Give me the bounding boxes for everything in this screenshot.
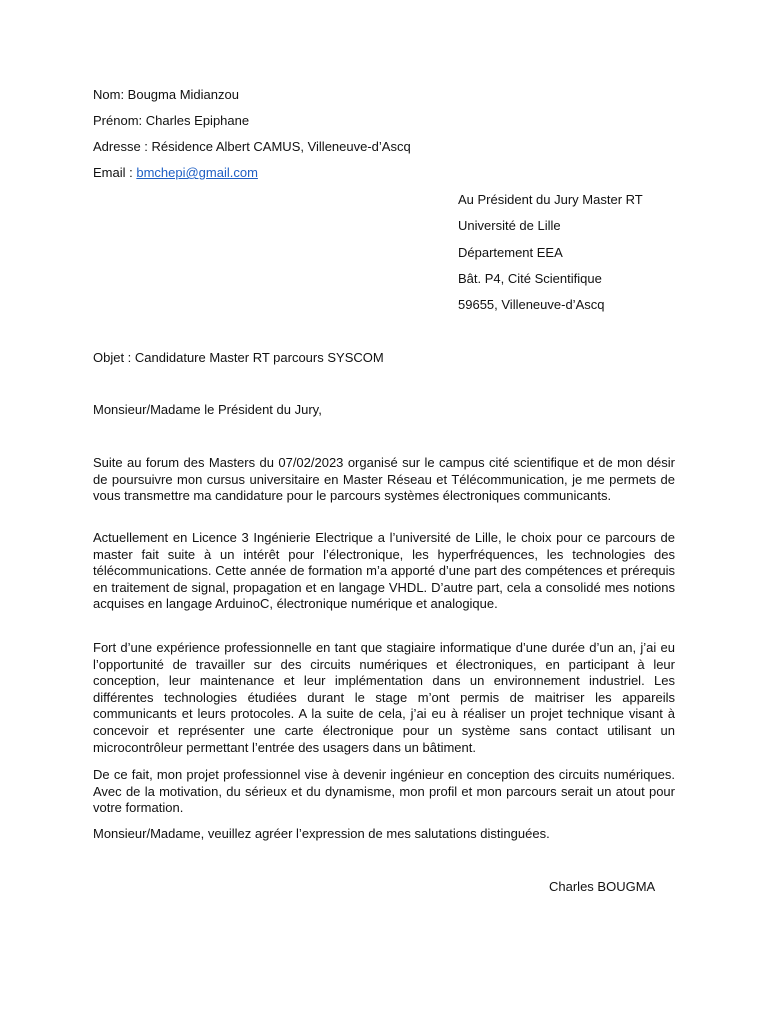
email-link[interactable]: bmchepi@gmail.com xyxy=(136,165,258,180)
sender-address: Adresse : Résidence Albert CAMUS, Villeneuve-d’Ascq xyxy=(93,139,411,154)
letter-salutation: Monsieur/Madame le Président du Jury, xyxy=(93,402,322,417)
signature-name: Charles BOUGMA xyxy=(549,879,656,894)
paragraph-4: De ce fait, mon projet professionnel vise à devenir ingénieur en conception des circuits numériques. Avec de la motivation, du sérieux et du dynamisme, mon profil et mon parcours serait un atout pour votre formation. xyxy=(93,767,675,816)
sender-firstname: Prénom: Charles Epiphane xyxy=(93,113,250,128)
recipient-line-3: Département EEA xyxy=(458,245,563,260)
letter-closing: Monsieur/Madame, veuillez agréer l’expression de mes salutations distinguées. xyxy=(93,826,550,841)
paragraph-2: Actuellement en Licence 3 Ingénierie Electrique a l’université de Lille, le choix pour ce parcours de master fait suite à un intérêt pour l’électronique, les hyperfréquences, les technologies des télécommunications. Cette année de formation m’a apporté d’une part des compétences et prérequis en traitement de signal, propagation et en langage VHDL. D’autre part, cela a consolidé mes notions acquises en langage ArduinoC, électronique numérique et analogique. xyxy=(93,530,675,612)
recipient-line-4: Bât. P4, Cité Scientifique xyxy=(458,271,602,286)
email-label: Email : xyxy=(93,165,137,180)
sender-name: Nom: Bougma Midianzou xyxy=(93,87,239,102)
sender-email-line xyxy=(93,165,258,182)
recipient-line-5: 59655, Villeneuve-d’Ascq xyxy=(458,297,605,312)
paragraph-1: Suite au forum des Masters du 07/02/2023 organisé sur le campus cité scientifique et de mon désir de poursuivre mon cursus universitaire en Master Réseau et Télécommunication, je me permets de vous transmettre ma candidature pour le parcours systèmes électroniques communicants. xyxy=(93,455,675,504)
paragraph-3: Fort d’une expérience professionnelle en tant que stagiaire informatique d’une durée d’un an, j’ai eu l’opportunité de travailler sur des circuits numériques et électroniques, en participant à leur conception, leur maintenance et leur implémentation dans un environnement industriel. Les différentes technologies étudiées durant le stage m’ont permis de maitriser les appareils communicants et leurs protocoles. A la suite de cela, j’ai eu à réaliser un projet technique visant à concevoir et représenter une carte électronique pour un système sans contact utilisant un microcontrôleur permettant l’entrée des usagers dans un bâtiment. xyxy=(93,640,675,755)
recipient-line-2: Université de Lille xyxy=(458,218,561,233)
recipient-line-1: Au Président du Jury Master RT xyxy=(458,192,643,207)
letter-subject: Objet : Candidature Master RT parcours SYSCOM xyxy=(93,350,384,365)
